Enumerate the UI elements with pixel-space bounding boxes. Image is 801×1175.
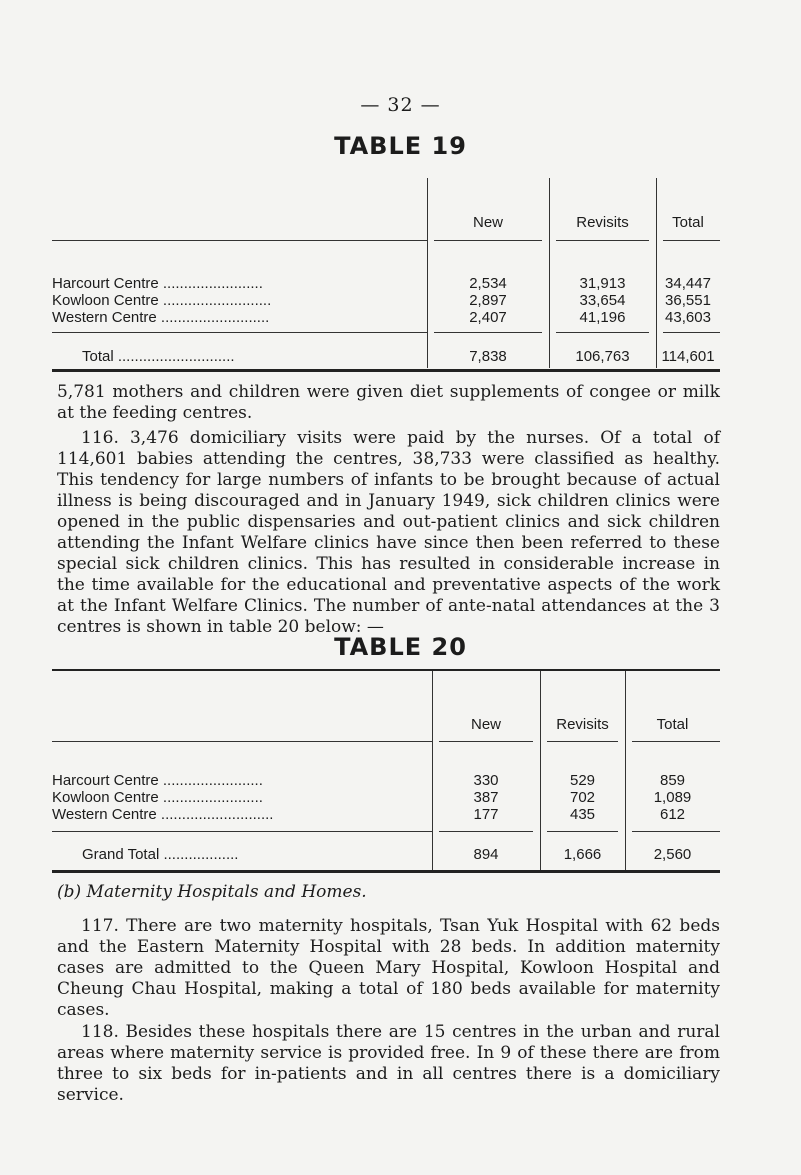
table-19-cell: 43,603 xyxy=(665,309,711,326)
table-19-header-new: New xyxy=(472,214,503,231)
table-19-cell: 2,407 xyxy=(469,309,507,326)
table-19-total-cell: 114,601 xyxy=(661,348,715,365)
table-20-cell: 1,089 xyxy=(653,789,692,806)
paragraph-mothers: 5,781 mothers and children were given diet supplements of congee or milk at the feeding centres. xyxy=(57,382,720,423)
page-number: — 32 — xyxy=(360,94,441,116)
table-19-header-total: Total xyxy=(672,214,704,231)
heading-maternity-hospitals: (b) Maternity Hospitals and Homes. xyxy=(57,882,367,902)
table-20-cell: 702 xyxy=(569,789,596,806)
paragraph-116: 116. 3,476 domiciliary visits were paid by the nurses. Of a total of 114,601 babies attending the centres, 38,733 were classified as healthy. This tendency for large numbers of infants to be brought because of actual illness is being discouraged and in January 1949, sick children clinics were opened in the public dispensaries and out-patient clinics and sick children attending the Infant Welfare clinics have since then been referred to these special sick children clinics. This has resulted in considerable increase in the time available for the educational and preventative aspects of the work at the Infant Welfare Clinics. The number of ante-natal attendances at the 3 centres is shown in table 20 below: — xyxy=(57,428,720,637)
paragraph-118: 118. Besides these hospitals there are 15 centres in the urban and rural areas where maternity service is provided free. In 9 of these there are from three to six beds for in-patients and in all centres there is a domiciliary service. xyxy=(57,1022,720,1105)
table-20-cell: 330 xyxy=(473,772,499,789)
table-20-cell: 612 xyxy=(659,806,686,823)
paragraph-117: 117. There are two maternity hospitals, Tsan Yuk Hospital with 62 beds and the Eastern Maternity Hospital with 28 beds. In addition maternity cases are admitted to the Queen Mary Hospital, Kowloon Hospital and Cheung Chau Hospital, making a total of 180 beds available for maternity cases. xyxy=(57,916,720,1020)
table-19-cell: 33,654 xyxy=(579,292,626,309)
table-19-total-cell: 7,838 xyxy=(469,348,507,365)
table-19-total-label: Total ............................ xyxy=(82,348,235,365)
table-20 xyxy=(52,669,720,875)
table-20-cell: 529 xyxy=(569,772,596,789)
table-19-row-label: Kowloon Centre .......................... xyxy=(52,292,272,309)
table-20-total-cell: 894 xyxy=(473,846,499,863)
table-20-cell: 177 xyxy=(473,806,499,823)
table-19-cell: 41,196 xyxy=(579,309,626,326)
table-19-row-label: Western Centre .......................... xyxy=(52,309,270,326)
table-19-cell: 34,447 xyxy=(665,275,711,292)
table-20-total-cell: 2,560 xyxy=(653,846,692,863)
table-19-cell: 36,551 xyxy=(665,292,711,309)
table-20-header-new: New xyxy=(470,716,501,733)
table-19-header-revisits: Revisits xyxy=(576,214,629,231)
table-19-title: TABLE 19 xyxy=(334,132,467,160)
table-20-header-revisits: Revisits xyxy=(556,716,609,733)
table-19-cell: 31,913 xyxy=(579,275,626,292)
table-20-header-total: Total xyxy=(656,716,689,733)
table-20-row-label: Western Centre ........................... xyxy=(52,806,274,823)
table-19-cell: 2,897 xyxy=(469,292,507,309)
table-20-title: TABLE 20 xyxy=(334,633,467,661)
table-20-cell: 435 xyxy=(569,806,596,823)
table-20-row-label: Harcourt Centre ........................ xyxy=(52,772,263,789)
table-20-cell: 387 xyxy=(473,789,499,806)
table-20-total-cell: 1,666 xyxy=(563,846,602,863)
table-20-row-label: Kowloon Centre ........................ xyxy=(52,789,263,806)
table-19-total-cell: 106,763 xyxy=(575,348,630,365)
table-20-total-label: Grand Total .................. xyxy=(82,846,239,863)
table-19 xyxy=(52,178,720,374)
table-19-row-label: Harcourt Centre ........................ xyxy=(52,275,263,292)
table-19-cell: 2,534 xyxy=(469,275,507,292)
table-20-cell: 859 xyxy=(659,772,686,789)
